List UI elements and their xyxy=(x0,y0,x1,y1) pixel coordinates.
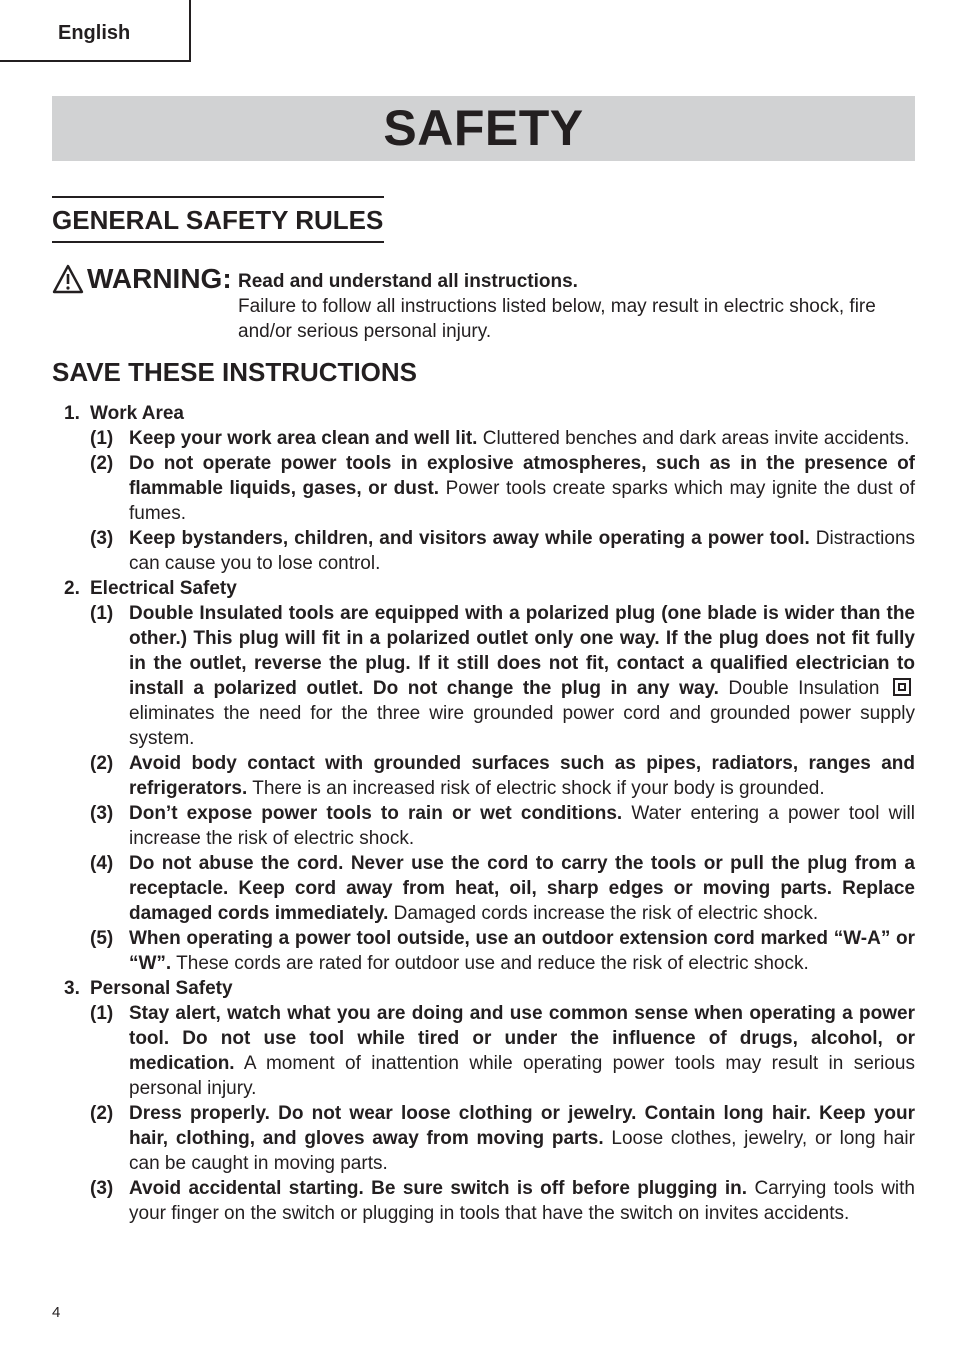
rule-text: There is an increased risk of electric shock if your body is grounded. xyxy=(247,778,825,799)
warning-label: WARNING: xyxy=(87,263,232,294)
safety-banner xyxy=(52,96,915,161)
language-label: English xyxy=(58,22,131,44)
warning-triangle-icon xyxy=(52,264,84,294)
rule-text: Water entering a power tool will increase the risk of electric shock. xyxy=(129,803,915,849)
section-number: 3. xyxy=(64,978,80,999)
item-number: (2) xyxy=(90,753,114,774)
language-tab xyxy=(0,0,191,62)
item-number: (1) xyxy=(90,428,114,449)
rule-bold-text: Stay alert, watch what you are doing and use common sense when operating a power tool. Do not use tool while tired or under the influence of drugs, alcohol, or medication. xyxy=(129,1003,915,1074)
warning-heading xyxy=(52,262,232,296)
section-heading xyxy=(52,576,915,601)
rule-text: Power tools create sparks which may ignite the dust of fumes. xyxy=(129,478,915,524)
rule-bold-text: Keep your work area clean and well lit. xyxy=(129,428,478,449)
rule-item xyxy=(52,926,915,976)
section-title: Electrical Safety xyxy=(90,578,237,599)
rule-bold-text: Do not abuse the cord. Never use the cord to carry the tools or pull the plug from a receptacle. Keep cord away from heat, oil, sharp edges or moving parts. Replace damaged cords immediately. xyxy=(129,853,915,924)
general-safety-rules-heading: GENERAL SAFETY RULES xyxy=(52,196,384,243)
page-number: 4 xyxy=(52,1304,61,1321)
rule-text: These cords are rated for outdoor use and reduce the risk of electric shock. xyxy=(171,953,809,974)
rule-text: Loose clothes, jewelry, or long hair can be caught in moving parts. xyxy=(129,1128,915,1174)
section-number: 2. xyxy=(64,578,80,599)
double-insulation-icon xyxy=(893,678,911,696)
rule-text: A moment of inattention while operating power tools may result in serious personal injury. xyxy=(129,1053,915,1099)
rule-item xyxy=(52,451,915,526)
item-number: (2) xyxy=(90,453,114,474)
rule-text: Carrying tools with your finger on the switch or plugging in tools that have the switch on invites accidents. xyxy=(129,1178,915,1224)
section-heading xyxy=(52,976,915,1001)
item-number: (1) xyxy=(90,1003,114,1024)
rule-bold-text: Dress properly. Do not wear loose clothing or jewelry. Contain long hair. Keep your hair, clothing, and gloves away from moving parts. xyxy=(129,1103,915,1149)
rule-bold-text: Avoid accidental starting. Be sure switch is off before plugging in. xyxy=(129,1178,748,1199)
section-title: Personal Safety xyxy=(90,978,233,999)
rule-text: Cluttered benches and dark areas invite accidents. xyxy=(477,428,910,449)
item-number: (4) xyxy=(90,853,114,874)
rule-bold-text: Do not operate power tools in explosive atmospheres, such as in the presence of flammable liquids, gases, or dust. xyxy=(129,453,915,499)
rule-item xyxy=(52,601,915,751)
rule-text-continued: eliminates the need for the three wire grounded power cord and grounded power supply system. xyxy=(129,703,915,749)
rule-text: Double Insulation xyxy=(718,678,880,699)
rule-bold-text: Keep bystanders, children, and visitors away while operating a power tool. xyxy=(129,528,810,549)
item-number: (3) xyxy=(90,1178,114,1199)
rule-item xyxy=(52,801,915,851)
rules-list xyxy=(52,401,915,1226)
section-number: 1. xyxy=(64,403,80,424)
item-number: (2) xyxy=(90,1103,114,1124)
rule-item xyxy=(52,851,915,926)
rule-item xyxy=(52,526,915,576)
rule-item xyxy=(52,426,915,451)
item-number: (1) xyxy=(90,603,114,624)
warning-body: Failure to follow all instructions listed below, may result in electric shock, fire and/or serious personal injury. xyxy=(238,296,876,342)
rule-bold-text: Don’t expose power tools to rain or wet conditions. xyxy=(129,803,623,824)
warning-text xyxy=(238,269,915,344)
rule-item xyxy=(52,751,915,801)
save-instructions-heading: SAVE THESE INSTRUCTIONS xyxy=(52,357,418,387)
warning-lead: Read and understand all instructions. xyxy=(238,271,578,292)
rule-bold-text: When operating a power tool outside, use an outdoor extension cord marked “W-A” or “W”. xyxy=(129,928,915,974)
rule-item xyxy=(52,1001,915,1101)
section-title: Work Area xyxy=(90,403,184,424)
rule-bold-text: Double Insulated tools are equipped with a polarized plug (one blade is wider than the other.) This plug will fit in a polarized outlet only one way. If the plug does not fit fully in the outlet, reverse the plug. If it still does not fit, contact a qualified electrician to install a polarized outlet. Do not change the plug in any way. xyxy=(129,603,915,699)
rule-text: Distractions can cause you to lose control. xyxy=(129,528,916,574)
item-number: (3) xyxy=(90,803,114,824)
banner-title: SAFETY xyxy=(383,100,584,156)
rule-item xyxy=(52,1101,915,1176)
rule-text: Damaged cords increase the risk of electric shock. xyxy=(388,903,819,924)
rule-item xyxy=(52,1176,915,1226)
item-number: (5) xyxy=(90,928,114,949)
item-number: (3) xyxy=(90,528,114,549)
rule-bold-text: Avoid body contact with grounded surfaces such as pipes, radiators, ranges and refrigerators. xyxy=(129,753,915,799)
section-heading xyxy=(52,401,915,426)
